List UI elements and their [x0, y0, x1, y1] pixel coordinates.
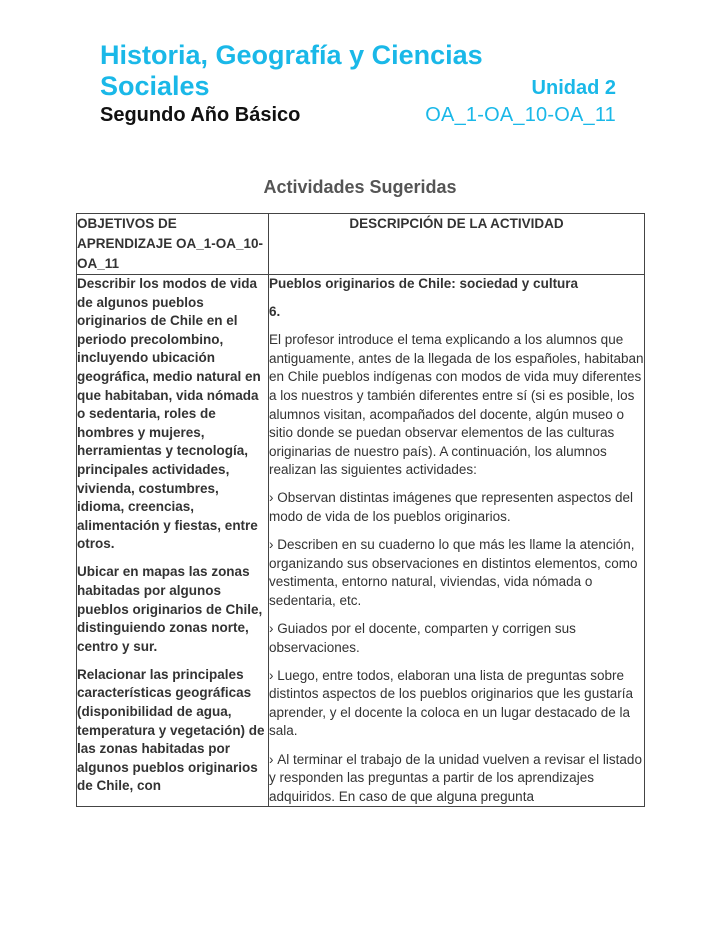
subject-title-line2: Sociales	[100, 71, 210, 101]
table-row	[77, 275, 645, 807]
activity-number: 6.	[269, 304, 281, 320]
unit-label: Unidad 2	[531, 77, 616, 99]
activity-step-text: Al terminar el trabajo de la unidad vuelven a revisar el listado y responden las preguntas a partir de los aprendizajes adquiridos. En caso de que alguna pregunta	[269, 751, 642, 804]
activity-title: Pueblos originarios de Chile: sociedad y cultura	[269, 276, 579, 291]
activity-step-text: Luego, entre todos, elaboran una lista de preguntas sobre distintos aspectos de los pueblos originarios que les gustaría aprender, y el docente la coloca en un lugar destacado de la sala.	[269, 667, 633, 739]
objective-item: Relacionar las principales características geográficas (disponibilidad de agua, temperatura y vegetación) de las zonas habitadas por algunos pueblos originarios de Chile, con	[77, 666, 265, 794]
objectives-column-header: OBJETIVOS DE APRENDIZAJE OA_1-OA_10-OA_11	[77, 214, 269, 275]
activity-step	[269, 489, 644, 526]
table-header-row	[77, 214, 645, 275]
activity-step-text: Guiados por el docente, comparten y corrigen sus observaciones.	[269, 621, 576, 655]
grade-label: Segundo Año Básico	[100, 104, 301, 126]
activity-step	[269, 620, 644, 657]
oa-codes-label: OA_1-OA_10-OA_11	[425, 104, 616, 126]
activity-step	[269, 751, 644, 807]
objective-item: Ubicar en mapas las zonas habitadas por algunos pueblos originarios de Chile, distinguiendo zonas norte, centro y sur.	[77, 564, 263, 654]
activity-step-text: Observan distintas imágenes que representen aspectos del modo de vida de los pueblos originarios.	[269, 490, 633, 525]
activity-step	[269, 536, 644, 610]
activity-step	[269, 667, 644, 741]
objectives-cell	[77, 275, 269, 807]
section-title: Actividades Sugeridas	[263, 177, 457, 197]
objective-item: Describir los modos de vida de algunos pueblos originarios de Chile en el periodo precolombino, incluyendo ubicación geográfica, medio natural en que habitaban, vida nómada o sedentaria, roles de hombres y mujeres, herramientas y tecnología, principales actividades, vivienda, costumbres, idioma, creencias, alimentación y fiestas, entre otros.	[77, 276, 261, 552]
activity-intro: El profesor introduce el tema explicando a los alumnos que antiguamente, antes de la llegada de los españoles, habitaban en Chile pueblos indígenas con modos de vida muy diferentes a los nuestros y también diferentes entre sí (si es posible, los alumnos visitan, acompañados del docente, algún museo o sitio donde se puedan observar elementos de las culturas originarias de nuestro país). A continuación, los alumnos realizan las siguientes actividades:	[269, 332, 644, 478]
activity-step-text: Describen en su cuaderno lo que más les llame la atención, organizando sus observaciones en distintos elementos, como vestimenta, entorno natural, viviendas, vida nómada o sedentaria, etc.	[269, 537, 638, 608]
document-header	[100, 40, 620, 127]
description-column-header: DESCRIPCIÓN DE LA ACTIVIDAD	[269, 214, 645, 275]
description-cell	[269, 275, 645, 807]
header-row-2	[100, 71, 616, 102]
header-row-3	[100, 103, 616, 127]
activities-table	[76, 213, 645, 807]
subject-title-line1: Historia, Geografía y Ciencias	[100, 40, 483, 70]
